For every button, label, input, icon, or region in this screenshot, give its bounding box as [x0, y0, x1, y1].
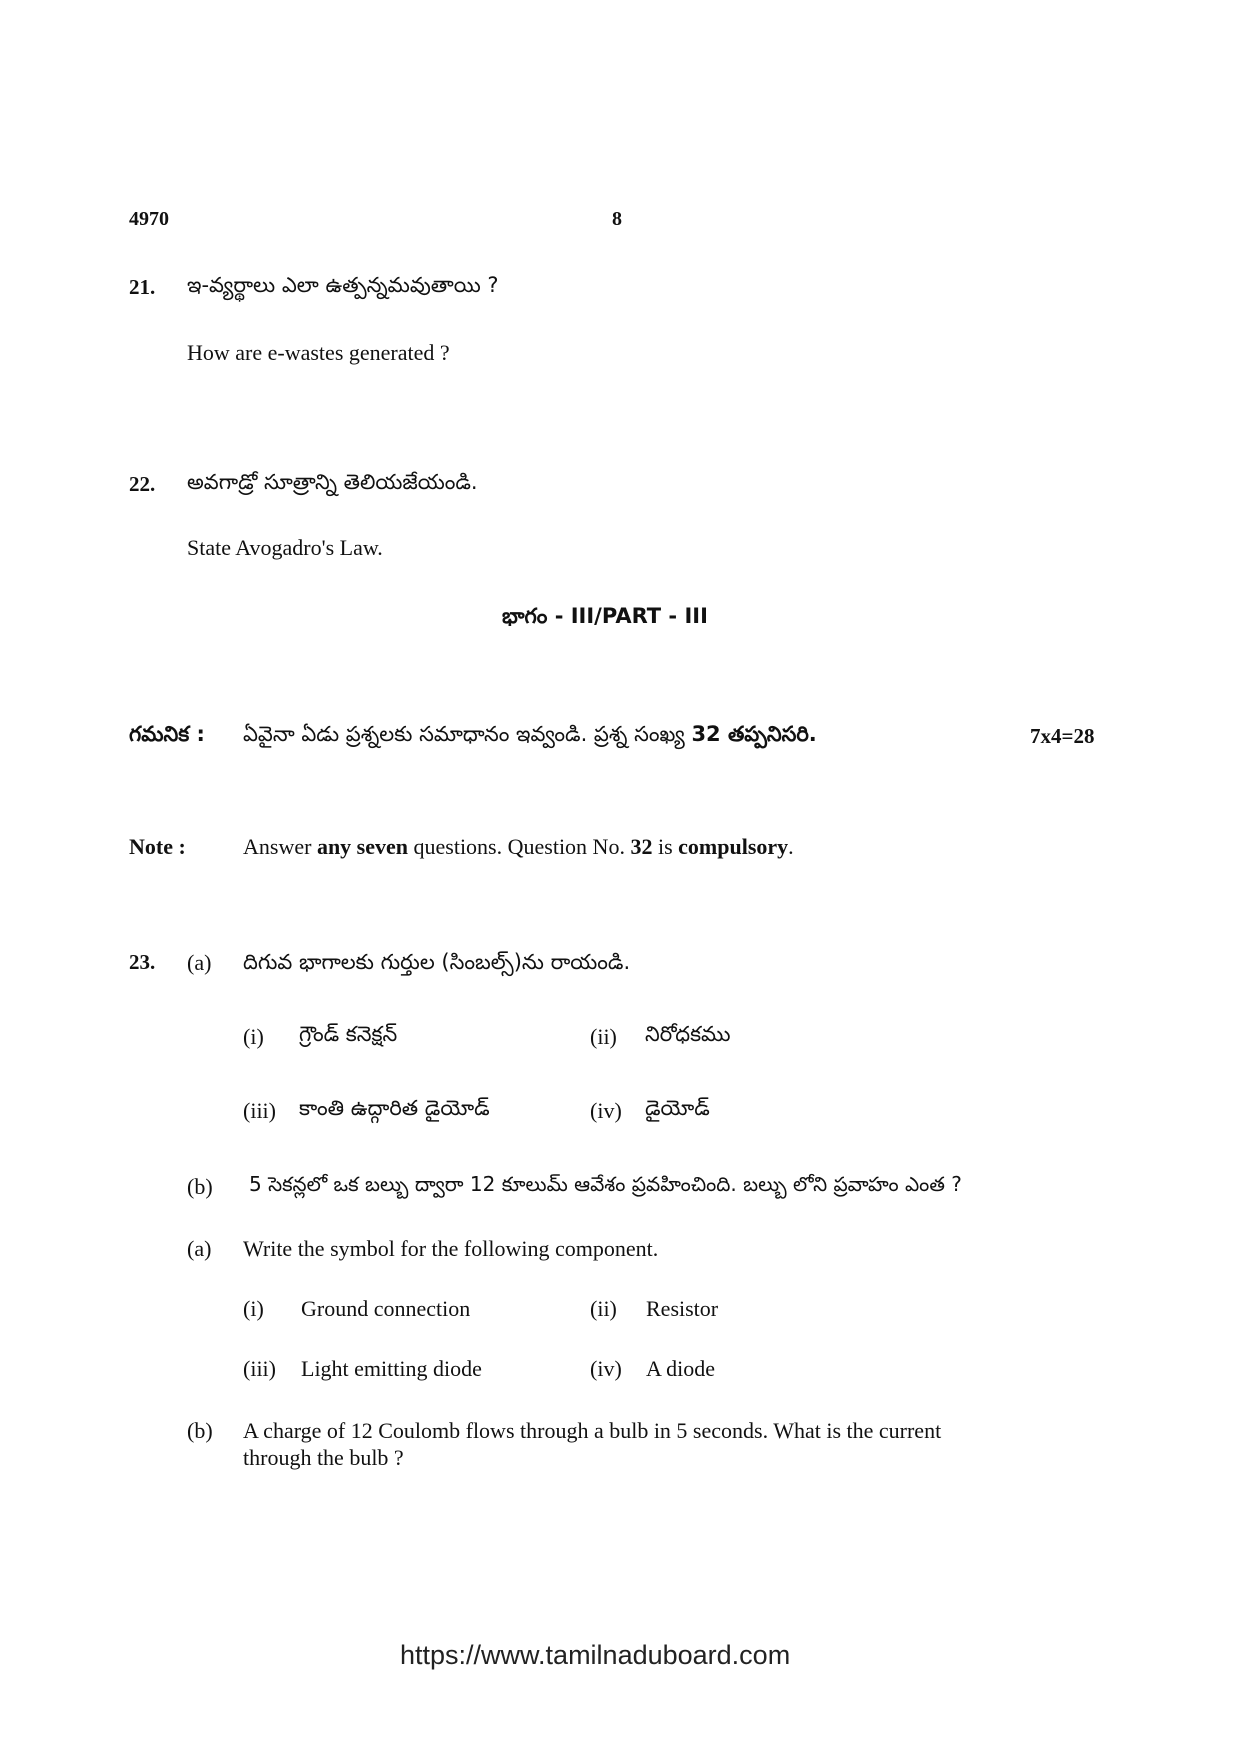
- note-en-t4: .: [788, 834, 794, 859]
- note-en-compulsory: compulsory: [678, 834, 789, 859]
- q23-te-b-text: 5 సెకన్లలో ఒక బల్బు ద్వారా 12 కూలుమ్ ఆవేశం ప్రవహించింది. బల్బు లోని ప్రవాహం ఎంత ?: [249, 1172, 962, 1196]
- note-en-any-seven: any seven: [316, 834, 408, 859]
- note-english-label: Note :: [129, 834, 186, 859]
- q23-te-a-label: (a): [187, 950, 212, 975]
- q23-te-iv-label: (iv): [590, 1098, 622, 1123]
- q23-te-iv-text: డైయోడ్: [645, 1096, 710, 1120]
- note-en-t2: questions. Question No.: [408, 834, 631, 859]
- q23-te-i-text: గ్రౌండ్ కనెక్షన్: [299, 1022, 398, 1046]
- marks-allocation: 7x4=28: [1030, 724, 1095, 748]
- q23-en-i-text: Ground connection: [301, 1296, 471, 1321]
- note-telugu-bold: 32 తప్పనిసరి.: [691, 722, 817, 746]
- q23-en-b-line2: through the bulb ?: [243, 1445, 404, 1470]
- q23-en-a-label: (a): [187, 1236, 212, 1261]
- page-number: 8: [612, 208, 622, 230]
- note-en-t1: Answer: [243, 834, 317, 859]
- q23-te-i-label: (i): [243, 1024, 264, 1049]
- note-en-t3: is: [652, 834, 679, 859]
- q23-en-b-label: (b): [187, 1418, 213, 1443]
- question-number-22: 22.: [129, 472, 156, 496]
- q23-en-i-label: (i): [243, 1296, 264, 1321]
- q23-en-iv-text: A diode: [646, 1356, 716, 1381]
- q23-te-b-label: (b): [187, 1174, 213, 1199]
- note-telugu-label: గమనిక :: [129, 722, 205, 746]
- note-telugu-plain: ఏవైనా ఏడు ప్రశ్నలకు సమాధానం ఇవ్వండి. ప్రశ్న సంఖ్య: [243, 722, 692, 746]
- q23-te-iii-text: కాంతి ఉద్గారిత డైయోడ్: [299, 1096, 490, 1120]
- question-number-23: 23.: [129, 950, 156, 974]
- q23-te-iii-label: (iii): [243, 1098, 276, 1123]
- question-22-telugu: అవగాడ్రో సూత్రాన్ని తెలియజేయండి.: [187, 470, 478, 494]
- q23-en-iv-label: (iv): [590, 1356, 622, 1381]
- q23-en-b-line1: A charge of 12 Coulomb flows through a bulb in 5 seconds. What is the current: [243, 1418, 942, 1443]
- question-number-21: 21.: [129, 275, 156, 299]
- q23-en-ii-text: Resistor: [646, 1296, 719, 1321]
- note-telugu-text: [243, 722, 817, 752]
- q23-en-a-text: Write the symbol for the following component.: [243, 1236, 659, 1261]
- question-22-english: State Avogadro's Law.: [187, 535, 383, 560]
- footer-url[interactable]: https://www.tamilnaduboard.com: [400, 1640, 791, 1670]
- question-21-telugu: ఇ-వ్యర్థాలు ఎలా ఉత్పన్నమవుతాయి ?: [187, 273, 499, 297]
- q23-en-iii-text: Light emitting diode: [301, 1356, 482, 1381]
- q23-te-ii-label: (ii): [590, 1024, 617, 1049]
- part-heading: భాగం - III/PART - III: [502, 604, 708, 628]
- note-en-32: 32: [630, 834, 653, 859]
- q23-te-ii-text: నిరోధకము: [645, 1022, 731, 1046]
- q23-en-ii-label: (ii): [590, 1296, 617, 1321]
- q23-en-iii-label: (iii): [243, 1356, 276, 1381]
- question-21-english: How are e-wastes generated ?: [187, 340, 450, 365]
- q23-te-a-text: దిగువ భాగాలకు గుర్తుల (సింబల్స్)ను రాయండి.: [243, 950, 631, 974]
- paper-code: 4970: [129, 208, 169, 230]
- note-english-text: [243, 834, 794, 860]
